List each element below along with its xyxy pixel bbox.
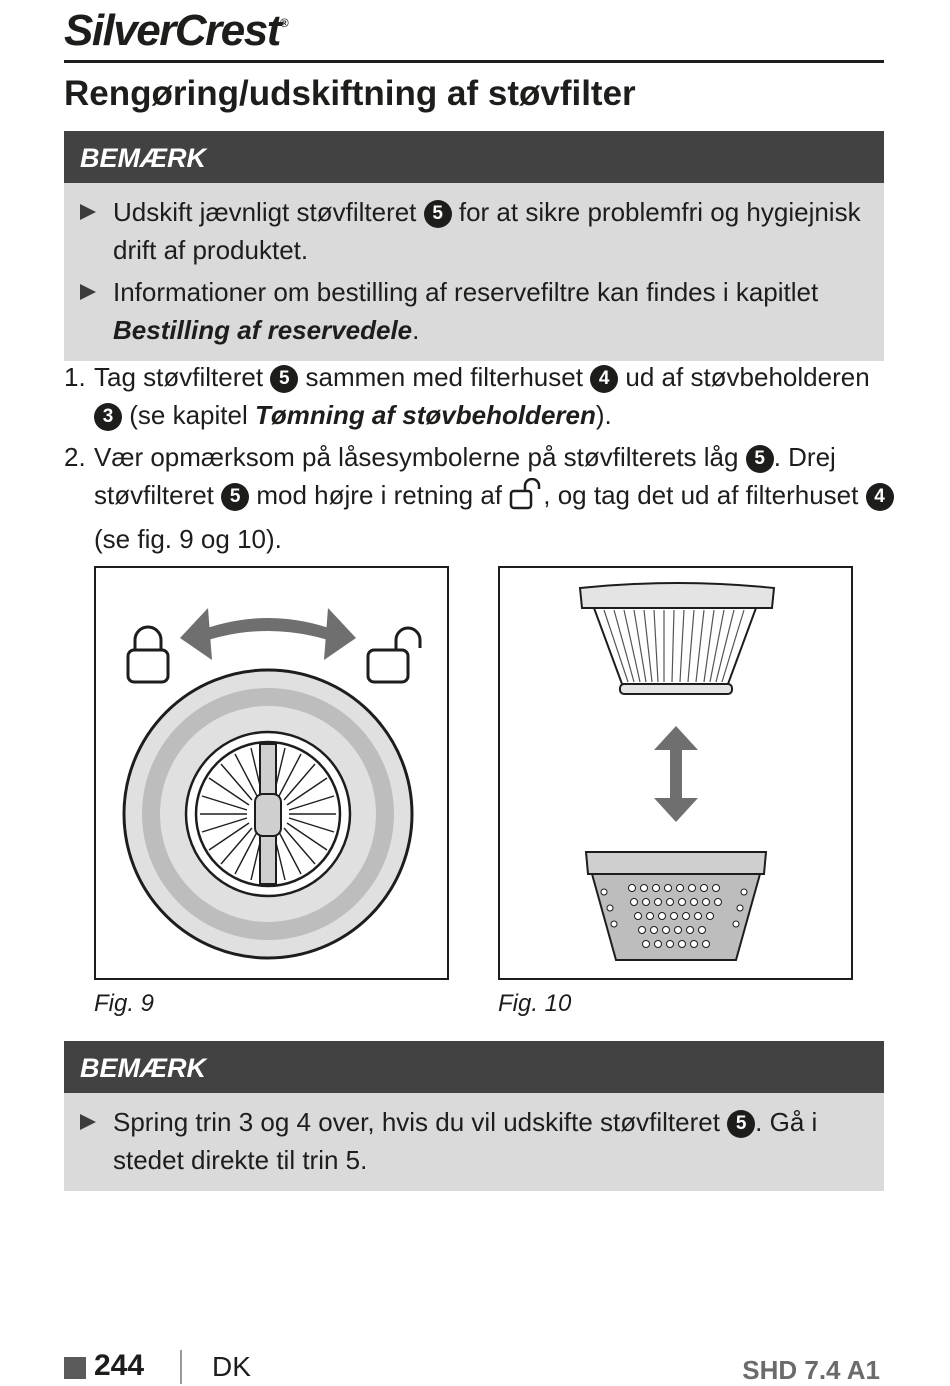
dust-filter-drawing [580,583,774,694]
note-box-1 [64,131,884,361]
brand-logo: SilverCrest® [64,6,288,55]
note-body [64,183,884,361]
part-number-badge: 4 [866,483,894,511]
note-heading: BEMÆRK [64,1041,884,1093]
part-number-badge: 5 [424,200,452,228]
language-code: DK [212,1351,251,1382]
chapter-reference: Tømning af støvbeholderen [254,400,596,430]
figure-caption: Fig. 10 [498,990,572,1017]
lock-open-icon [368,628,420,682]
instruction-steps [64,358,894,562]
part-number-badge: 5 [746,445,774,473]
part-number-badge: 4 [590,365,618,393]
step-item: 1. Tag støvfilteret 5 sammen med filterhuset 4 ud af støvbeholderen 3 (se kapitel Tømning af støvbeholderen). [64,362,870,430]
part-number-badge: 5 [270,365,298,393]
step-item: 2. Vær opmærksom på låsesymbolerne på støvfilterets låg 5 . Drej støvfilteret 5 mod højre i retning af , og tag det ud af filterhuset 4 (se fig. 9 og 10). [64,438,894,558]
part-number-badge: 3 [94,403,122,431]
filter-rotate-illustration [96,568,447,978]
chapter-reference: Bestilling af reservedele [113,315,413,345]
note-body [64,1093,884,1191]
footer-divider [180,1350,182,1384]
figure-10 [498,566,853,980]
part-number-badge: 5 [727,1110,755,1138]
lock-closed-icon [128,627,168,682]
figure-caption: Fig. 9 [94,990,155,1017]
header-rule [64,60,884,63]
rotate-arrow-icon [180,608,356,660]
part-number-badge: 5 [221,483,249,511]
filter-housing-drawing [586,852,766,960]
bullet-arrow-icon [80,1114,96,1130]
page-title: Rengøring/udskiftning af støvfilter [64,74,636,113]
lock-open-icon [509,478,543,520]
note-box-2 [64,1041,884,1191]
note-bullet: Udskift jævnligt støvfilteret 5 for at sikre problemfri og hygiejnisk drift af produktet. [80,193,868,269]
filter-separate-illustration [500,568,851,978]
bullet-arrow-icon [80,204,96,220]
note-bullet: Spring trin 3 og 4 over, hvis du vil udskifte støvfilteret 5 . Gå i stedet direkte til trin 5. [80,1103,868,1179]
filter-top-view [124,670,412,958]
bullet-arrow-icon [80,284,96,300]
note-bullet: Informationer om bestilling af reservefiltre kan findes i kapitlet Bestilling af reservedele. [80,273,868,349]
page-number: 244 [94,1349,145,1382]
note-heading: BEMÆRK [64,131,884,183]
footer-marker [64,1357,86,1379]
model-number: SHD 7.4 A1 [742,1355,880,1385]
figure-9 [94,566,449,980]
up-down-arrow-icon [654,726,698,822]
